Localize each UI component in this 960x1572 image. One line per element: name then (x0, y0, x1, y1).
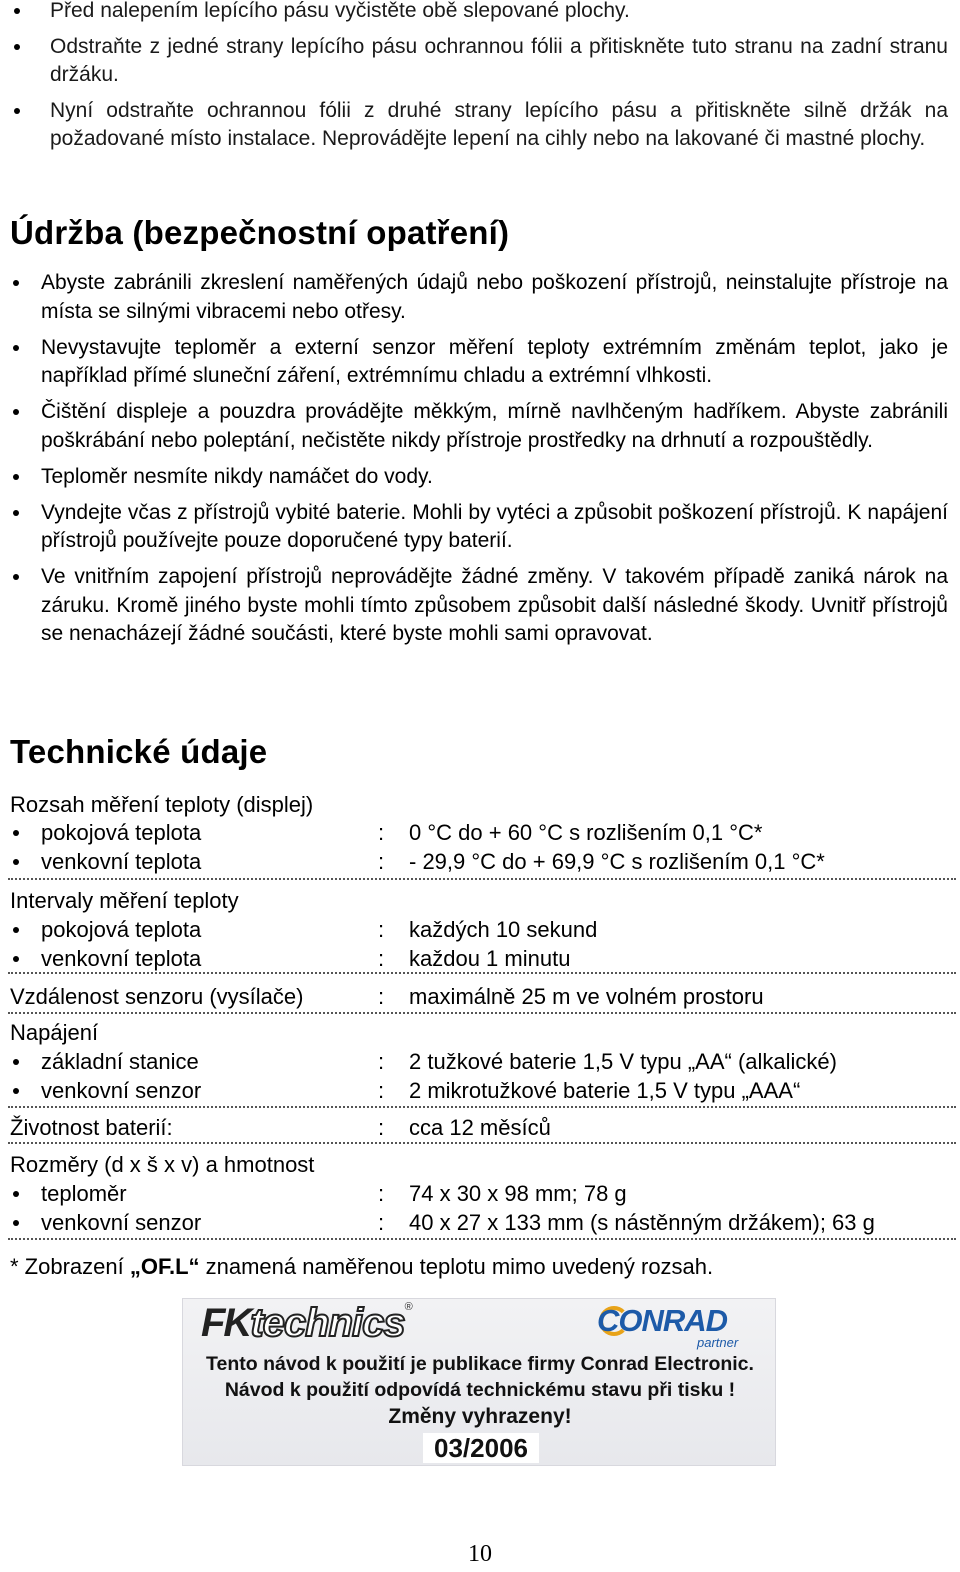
spec-sublabel: venkovní teplota (41, 849, 202, 874)
spec-interval-block (10, 886, 956, 973)
spec-colon: : (378, 1115, 385, 1140)
bullet-icon (13, 956, 19, 962)
spec-value: cca 12 měsíců (409, 1115, 551, 1140)
spec-colon: : (378, 1210, 385, 1235)
banner-line: Změny vyhrazeny! (388, 1405, 572, 1428)
spec-sublabel: teploměr (41, 1181, 127, 1206)
footnote-suffix: znamená naměřenou teplotu mimo uvedený rozsah. (199, 1254, 714, 1279)
spec-sublabel: pokojová teplota (41, 820, 202, 845)
spec-colon: : (378, 849, 385, 874)
divider (8, 972, 956, 974)
spec-colon: : (378, 820, 385, 845)
spec-label: Napájení (10, 1020, 99, 1045)
publication-date: 03/2006 (423, 1433, 539, 1463)
list-item: Vyndejte včas z přístrojů vybité baterie. Mohli by vytéci a způsobit poškození přístrojů. K napájení přístrojů používejte pouze doporučené typy baterií. (41, 499, 948, 556)
spec-distance-block (10, 982, 956, 1011)
footnote-code: „OF.L“ (129, 1254, 200, 1279)
list-item: Abyste zabránili zkreslení naměřených údajů nebo poškození přístrojů, neinstalujte přístroje na místa se silnými vibracemi nebo otřesy. (41, 269, 948, 326)
bullet-icon (13, 1088, 19, 1094)
spec-label: Rozsah měření teploty (displej) (10, 792, 314, 817)
spec-dimensions-block (10, 1150, 956, 1237)
spec-label: Rozměry (d x š x v) a hmotnost (10, 1152, 315, 1177)
spec-value: 2 tužkové baterie 1,5 V typu „AA“ (alkalické) (409, 1049, 837, 1074)
spec-value: - 29,9 °C do + 69,9 °C s rozlišením 0,1 °C* (409, 849, 825, 874)
bullet-icon (13, 927, 19, 933)
spec-value: maximálně 25 m ve volném prostoru (409, 984, 764, 1009)
spec-sublabel: venkovní senzor (41, 1210, 202, 1235)
banner-line: Tento návod k použití je publikace firmy Conrad Electronic. (206, 1353, 754, 1375)
maintenance-list (41, 269, 948, 656)
spec-battery-life-block (10, 1113, 956, 1142)
spec-value: 0 °C do + 60 °C s rozlišením 0,1 °C* (409, 820, 763, 845)
list-item: Teploměr nesmíte nikdy namáčet do vody. (41, 463, 948, 492)
bullet-icon (13, 1059, 19, 1065)
spec-colon: : (378, 984, 385, 1009)
spec-colon: : (378, 1049, 385, 1074)
bullet-icon (13, 1191, 19, 1197)
fk-logo-text: FK (201, 1301, 251, 1345)
bullet-icon (13, 830, 19, 836)
divider (8, 1106, 956, 1108)
publisher-banner (182, 1298, 776, 1466)
fk-technics-logo (201, 1301, 413, 1351)
page-number: 10 (468, 1541, 492, 1567)
list-item: Nevystavujte teploměr a externí senzor měření teploty extrémním změnám teplot, jako je například přímé sluneční záření, extrémnímu chladu a extrémní vlhkosti. (41, 334, 948, 391)
spec-sublabel: venkovní senzor (41, 1078, 202, 1103)
spec-sublabel: pokojová teplota (41, 917, 202, 942)
installation-steps-list (50, 0, 948, 161)
list-item: Čištění displeje a pouzdra provádějte měkkým, mírně navlhčeným hadříkem. Abyste zabránili poškrábání nebo poleptání, nečistěte nikdy přístroje prostředky na drhnutí a rozpouštědly. (41, 398, 948, 455)
list-item: Ve vnitřním zapojení přístrojů neprovádějte žádné změny. V takovém případě zaniká nárok na záruku. Kromě jiného byste mohli tímto způsobem způsobit další následné škody. Uvnitř přístrojů se nenacházejí žádné součásti, které byste mohli sami opravovat. (41, 563, 948, 649)
registered-mark: ® (404, 1301, 413, 1313)
conrad-partner-logo (597, 1303, 737, 1351)
divider (8, 1012, 956, 1014)
spec-value: každou 1 minutu (409, 946, 571, 971)
footnote-prefix: * Zobrazení (10, 1254, 130, 1279)
divider (8, 1142, 956, 1144)
spec-value: 40 x 27 x 133 mm (s nástěnným držákem); 63 g (409, 1210, 875, 1235)
spec-range-block (10, 790, 956, 876)
list-item: Nyní odstraňte ochrannou fólii z druhé strany lepícího pásu a přitiskněte silně držák na požadované místo instalace. Neprovádějte lepení na cihly nebo na lakované či mastné plochy. (50, 97, 948, 154)
banner-line: Návod k použití odpovídá technickému stavu při tisku ! (224, 1379, 736, 1401)
bullet-icon (13, 859, 19, 865)
spec-label: Životnost baterií: (10, 1115, 173, 1140)
partner-logo-text: partner (697, 1335, 739, 1350)
footnote (10, 1252, 713, 1281)
technics-logo-text: technics (250, 1301, 405, 1345)
technical-data-heading: Technické údaje (10, 733, 268, 770)
spec-label: Vzdálenost senzoru (vysílače) (10, 984, 304, 1009)
conrad-logo-text: CONRAD (597, 1303, 728, 1338)
list-item: Odstraňte z jedné strany lepícího pásu ochrannou fólii a přitiskněte tuto stranu na zadní stranu držáku. (50, 33, 948, 90)
bullet-icon (13, 1220, 19, 1226)
spec-label: Intervaly měření teploty (10, 888, 239, 913)
spec-sublabel: základní stanice (41, 1049, 199, 1074)
divider (8, 878, 956, 880)
spec-colon: : (378, 1181, 385, 1206)
maintenance-heading: Údržba (bezpečnostní opatření) (10, 214, 510, 251)
spec-colon: : (378, 946, 385, 971)
spec-power-block (10, 1018, 956, 1105)
divider (8, 1238, 956, 1240)
list-item: Před nalepením lepícího pásu vyčistěte obě slepované plochy. (50, 0, 948, 26)
spec-colon: : (378, 1078, 385, 1103)
spec-value: 74 x 30 x 98 mm; 78 g (409, 1181, 627, 1206)
spec-value: 2 mikrotužkové baterie 1,5 V typu „AAA“ (409, 1078, 801, 1103)
spec-value: každých 10 sekund (409, 917, 598, 942)
spec-colon: : (378, 917, 385, 942)
spec-sublabel: venkovní teplota (41, 946, 202, 971)
